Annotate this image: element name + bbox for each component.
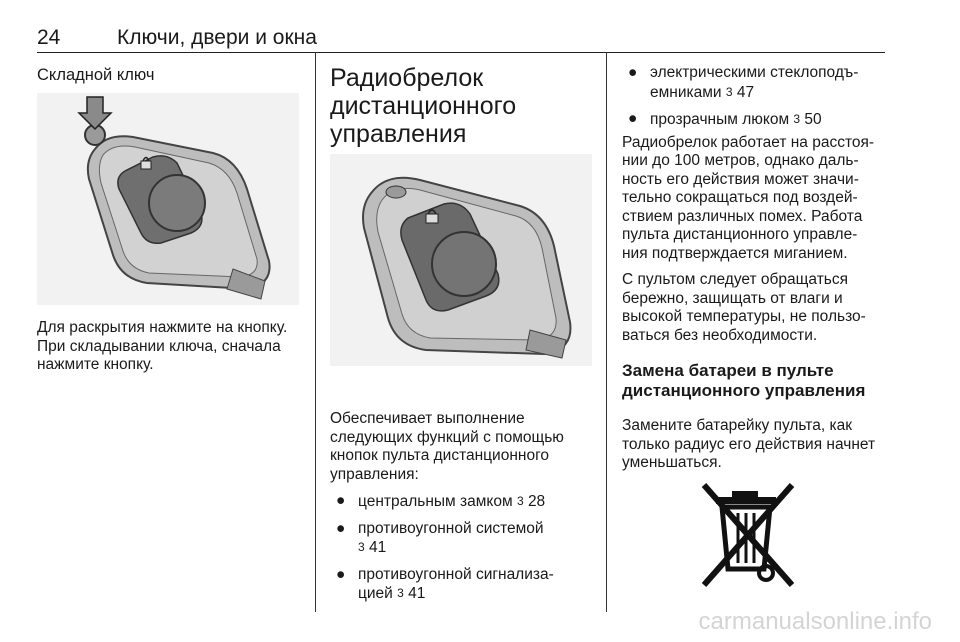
watermark: carmanualsonline.info xyxy=(698,608,932,635)
intro-line: следующих функций с помощью xyxy=(330,428,564,446)
page-ref-icon: 3 xyxy=(397,586,404,600)
list-item xyxy=(622,110,890,130)
chapter-title: Ключи, двери и окна xyxy=(117,26,317,49)
remote-key-illustration xyxy=(330,154,592,366)
page-ref-icon: 3 xyxy=(358,540,365,554)
page-ref-icon: 3 xyxy=(793,112,801,126)
subheading-line: дистанционного управления xyxy=(622,381,866,400)
column-remote-control xyxy=(330,64,598,604)
page-ref-icon: 3 xyxy=(725,84,733,99)
section-heading-line: Радиобрелок xyxy=(330,64,484,92)
body-line: нажмите кнопку. xyxy=(37,356,154,373)
section-title: Складной ключ xyxy=(37,66,155,84)
bullet-icon: ● xyxy=(336,519,346,537)
intro-line: кнопок пульта дистанционного xyxy=(330,447,550,464)
folding-key-illustration xyxy=(37,93,299,305)
list-item xyxy=(330,520,598,558)
body-line: уменьшаться. xyxy=(622,454,722,471)
list-item xyxy=(622,64,890,102)
page-ref: 28 xyxy=(527,493,546,510)
header-divider xyxy=(37,52,885,53)
bullet-icon: ● xyxy=(628,64,638,81)
column-divider xyxy=(606,52,607,612)
page-ref-icon: 3 xyxy=(516,494,524,508)
subheading-line: Замена батареи в пульте xyxy=(622,361,834,380)
intro-line: управления: xyxy=(330,465,419,483)
body-line: высокой температуры, не пользо- xyxy=(622,308,866,325)
column-divider xyxy=(315,52,316,612)
body-line: только радиус его действия начнет xyxy=(622,435,876,453)
page-number: 24 xyxy=(37,26,61,49)
list-item-text: противоугонной системой xyxy=(358,519,544,537)
body-line: пульта дистанционного управле- xyxy=(622,226,858,243)
crossed-bin-icon xyxy=(698,483,808,587)
list-item-text: центральным замком xyxy=(358,493,513,510)
list-item-text: электрическими стеклоподъ- xyxy=(650,64,859,81)
body-line: ваться без необходимости. xyxy=(622,326,818,344)
body-line: ность его действия может значи- xyxy=(622,170,859,188)
body-line: С пультом следует обращаться xyxy=(622,271,849,288)
section-heading-line: управления xyxy=(330,120,467,148)
page-ref: 47 xyxy=(736,83,755,101)
bullet-icon: ● xyxy=(628,110,638,127)
section-heading-line: дистанционного xyxy=(330,92,517,120)
page-ref: 41 xyxy=(408,585,426,602)
body-line: бережно, защищать от влаги и xyxy=(622,289,843,307)
body-line: Радиобрелок работает на расстоя- xyxy=(622,133,875,151)
list-item-text: прозрачным люком xyxy=(650,111,790,128)
column-functions xyxy=(622,64,890,587)
body-line: тельно сокращаться под воздей- xyxy=(622,189,858,206)
intro-line: Обеспечивает выполнение xyxy=(330,410,525,427)
body-line: При складывании ключа, сначала xyxy=(37,337,281,355)
page-ref: 50 xyxy=(804,111,822,128)
list-item-text: емниками xyxy=(650,83,722,101)
list-item-text: противоугонной сигнализа- xyxy=(358,565,554,583)
body-line: Замените батарейку пульта, как xyxy=(622,417,852,434)
body-line: нии до 100 метров, однако даль- xyxy=(622,152,859,169)
list-item-text: цией xyxy=(358,585,393,602)
body-line: Для раскрытия нажмите на кнопку. xyxy=(37,319,288,336)
bullet-icon: ● xyxy=(336,565,346,583)
column-folding-key xyxy=(37,64,305,375)
body-line: ствием различных помех. Работа xyxy=(622,207,863,225)
body-line: ния подтверждается миганием. xyxy=(622,244,848,262)
bullet-icon: ● xyxy=(336,492,346,509)
list-item xyxy=(330,492,598,512)
page-ref: 41 xyxy=(369,539,387,556)
list-item xyxy=(330,566,598,604)
